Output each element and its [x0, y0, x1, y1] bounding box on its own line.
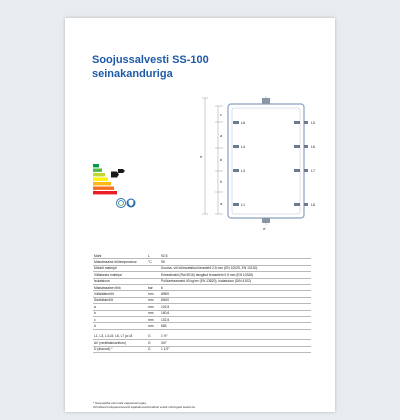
spec-label: Mahuti materjal	[93, 265, 147, 271]
energy-rating-arrow-icon	[111, 172, 119, 178]
right-label-3: L7	[311, 169, 315, 173]
footnotes	[93, 401, 311, 409]
spec-value: 3/4"	[160, 340, 311, 346]
right-connector-2	[294, 145, 300, 148]
energy-bar-3	[93, 173, 105, 176]
spec-value: 6	[160, 284, 311, 290]
spec-label: AV (ventilatsioonitoru)	[93, 340, 147, 346]
spec-value: Eeseatluskil (Ral 9016) tsingitud teraseleht 0,5 mm (EN 10326)	[160, 272, 311, 278]
spec-label: D (äravool) *	[93, 346, 147, 352]
spec-label: Maksimaalne rõhk	[93, 284, 147, 290]
spec-value: Kuuma- või külmvaltsitud terasleht 2,5 mm (EN 10025, EN 10130)	[160, 265, 311, 271]
spec-value: Ø400	[160, 297, 311, 303]
spec-unit: mm	[147, 297, 160, 303]
energy-bar-4	[93, 178, 108, 181]
spec-value: 102,5	[160, 304, 311, 310]
top-connector	[262, 98, 270, 104]
dim-label-a-top: a	[220, 133, 223, 138]
energy-bar-2	[93, 169, 102, 172]
left-connector-3	[233, 169, 239, 172]
title-line-2: seinakanduriga	[92, 68, 173, 80]
left-label-2: L4	[241, 145, 245, 149]
spec-unit: G	[147, 334, 160, 340]
right-connector-3	[294, 169, 300, 172]
spec-label: Välisläbimõõt	[93, 291, 147, 297]
left-connector-2	[233, 145, 239, 148]
energy-bar-7	[93, 191, 117, 194]
left-label-3: L3	[241, 169, 245, 173]
spec-label: Maksimaalne töötemperatuur	[93, 259, 147, 265]
spec-label: L1, L3, L4,L5, L6, L7 ja L8	[93, 334, 147, 340]
spec-value: 1 ½"	[160, 334, 311, 340]
dim-label-b: b	[220, 157, 223, 162]
right-label-4: L8	[311, 203, 315, 207]
spec-label: b	[93, 310, 147, 316]
document-page	[65, 18, 335, 412]
left-connector-4	[233, 203, 239, 206]
spec-value: 92,5	[160, 253, 311, 259]
spec-value: 683	[160, 323, 311, 329]
energy-bar-6	[93, 187, 114, 190]
spec-unit: G	[147, 340, 160, 346]
dim-label-d: d	[263, 226, 266, 231]
spec-unit: mm	[147, 304, 160, 310]
energy-bar-5	[93, 182, 111, 185]
title-line-1: Soojussalvesti SS-100	[92, 54, 209, 66]
spec-label: Isolatsioon	[93, 278, 147, 284]
left-connector-1	[233, 121, 239, 124]
energy-label	[93, 164, 119, 194]
left-label-1: L6	[241, 121, 245, 125]
spec-value: 1 1/2"	[160, 346, 311, 352]
spec-unit: mm	[147, 310, 160, 316]
dim-label-h: h	[220, 179, 223, 184]
right-connector-1	[294, 121, 300, 124]
spec-label: a	[93, 304, 147, 310]
spec-unit: bar	[147, 284, 160, 290]
eu-label-icon	[118, 169, 125, 173]
bottom-connector	[262, 218, 270, 223]
spec-label: Väliskesta materjal	[93, 272, 147, 278]
tank-body	[228, 104, 304, 218]
spec-unit: mm	[147, 323, 160, 329]
dim-label-a-bottom: a	[220, 201, 223, 206]
right-label-2: L6	[311, 145, 315, 149]
spec-unit: mm	[147, 316, 160, 322]
spec-unit: G	[147, 346, 160, 352]
spec-unit: °C	[147, 259, 160, 265]
spec-unit: L	[147, 253, 160, 259]
specification-table	[93, 253, 311, 353]
spec-label: c	[93, 316, 147, 322]
spec-value: 95	[160, 259, 311, 265]
spec-value: 102,5	[160, 316, 311, 322]
recycle-badge-icon	[117, 199, 126, 208]
spec-value: Polüuretaanvaht 40 kg/m³ (EN 13820), isolatsioon (DIN 4102)	[160, 278, 311, 284]
footnote-1: * Soojuskilba eiturmalk eagasteerorgiaa.	[93, 401, 147, 405]
spec-label: Maht	[93, 253, 147, 259]
spec-unit: mm	[147, 291, 160, 297]
left-label-4: L1	[241, 203, 245, 207]
energy-bar-1	[93, 164, 99, 167]
spec-label: Siseläbimõõt	[93, 297, 147, 303]
spec-value: 160,6	[160, 310, 311, 316]
right-label-1: L5	[311, 121, 315, 125]
tank-diagram	[65, 18, 335, 248]
spec-label: d	[93, 323, 147, 329]
footnote-2: Tehnilised tooteparameetrid kajataltsusvõimalikud eraldi mõningaid teatist ka.	[93, 405, 196, 409]
spec-value: Ø500	[160, 291, 311, 297]
right-connector-4	[294, 203, 300, 206]
spec-row	[93, 346, 311, 352]
dim-label-c: c	[220, 112, 222, 117]
shield-badge-icon	[127, 199, 136, 208]
dim-label-e: e	[200, 154, 203, 159]
